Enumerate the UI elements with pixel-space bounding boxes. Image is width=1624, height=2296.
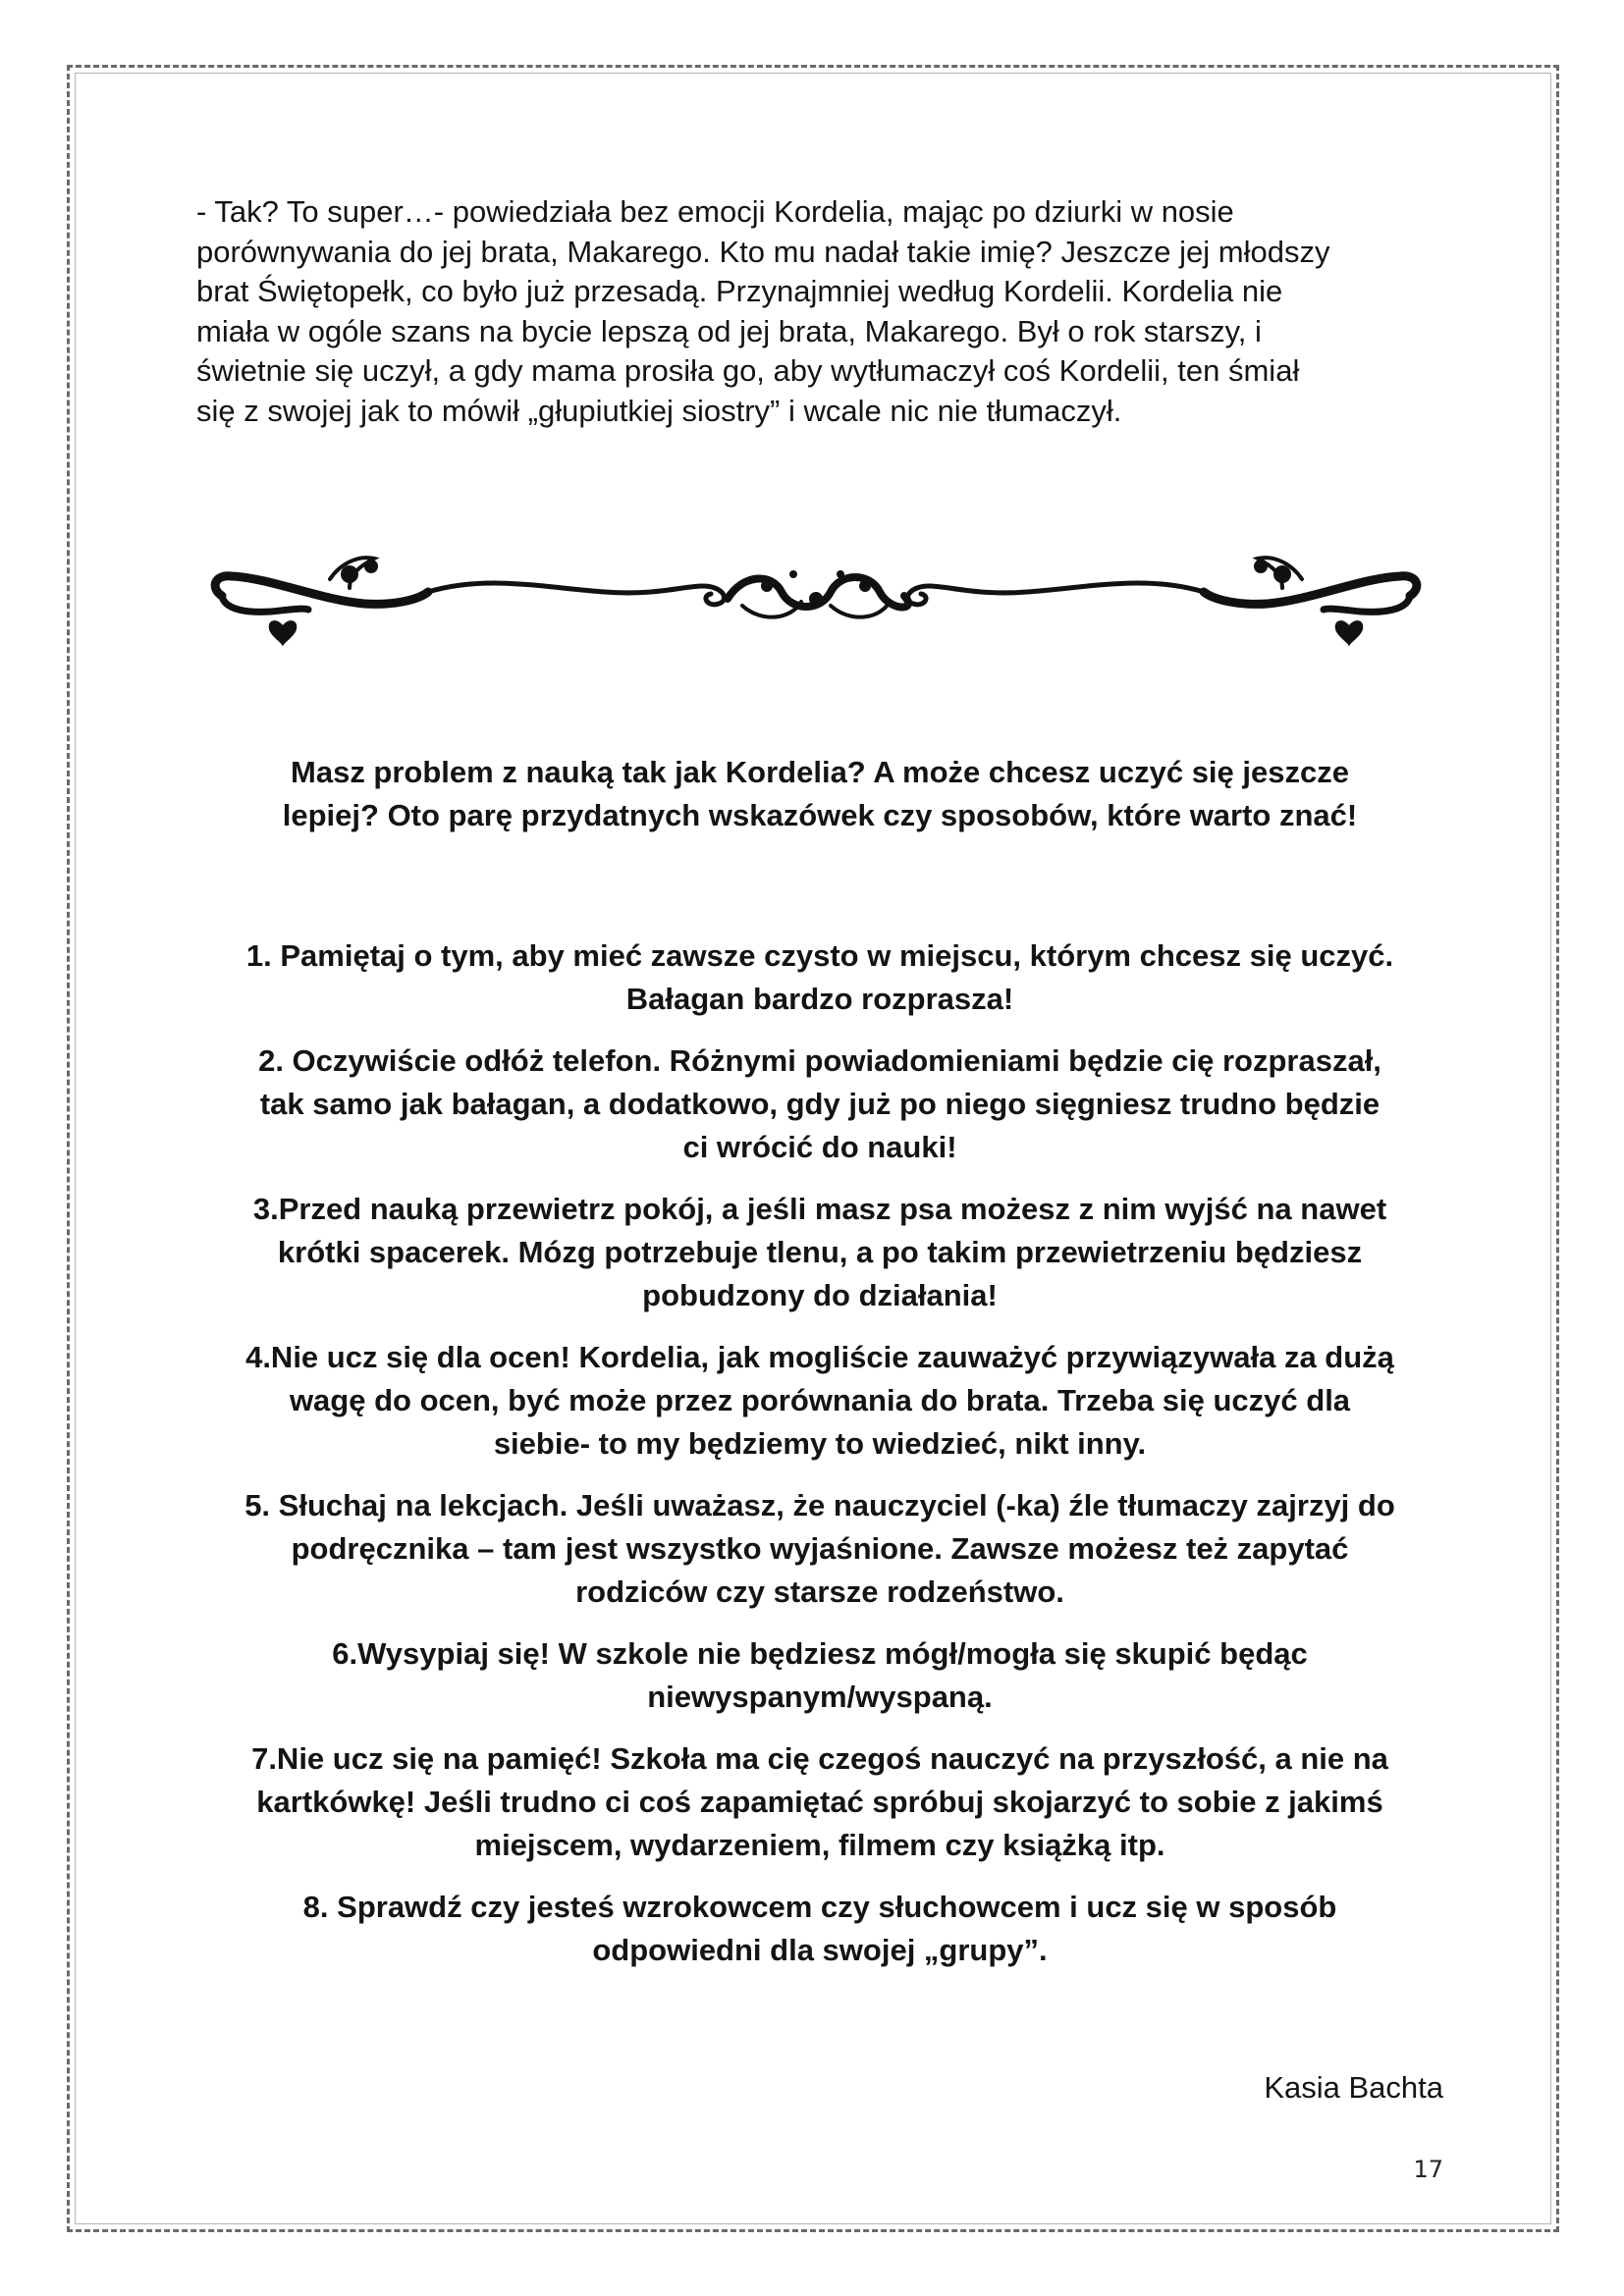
story-line: brat Świętopełk, co było już przesadą. Przynajmniej według Kordelii. Kordelia nie bbox=[196, 274, 1283, 308]
tip-line: miejscem, wydarzeniem, filmem czy książką itp. bbox=[474, 1828, 1165, 1862]
tip-line: krótki spacerek. Mózg potrzebuje tlenu, a po takim przewietrzeniu będziesz bbox=[277, 1235, 1363, 1269]
story-paragraph bbox=[196, 192, 1443, 431]
tip-line: odpowiedni dla swojej „grupy”. bbox=[592, 1933, 1048, 1967]
tip-line: pobudzony do działania! bbox=[642, 1278, 998, 1312]
tip-line: wagę do ocen, być może przez porównania do brata. Trzeba się uczyć dla bbox=[289, 1383, 1351, 1417]
story-line: świetnie się uczył, a gdy mama prosiła go, aby wytłumaczył coś Kordelii, ten śmiał bbox=[196, 353, 1300, 388]
tip-line: niewyspanym/wyspaną. bbox=[647, 1680, 993, 1714]
tips-list bbox=[187, 934, 1453, 1991]
tip-line: rodziców czy starsze rodzeństwo. bbox=[575, 1575, 1064, 1609]
tip-line: 6.Wysypiaj się! W szkole nie będziesz mógł/mogła się skupić będąc bbox=[332, 1636, 1308, 1671]
page-number: 17 bbox=[1413, 2156, 1443, 2183]
tip-line: 1. Pamiętaj o tym, aby mieć zawsze czysto w miejscu, którym chcesz się uczyć. bbox=[245, 938, 1394, 973]
tip-line: 7.Nie ucz się na pamięć! Szkoła ma cię czegoś nauczyć na przyszłość, a nie na bbox=[251, 1741, 1388, 1776]
story-line: - Tak? To super…- powiedziała bez emocji Kordelia, mając po dziurki w nosie bbox=[196, 194, 1234, 229]
tip-item bbox=[187, 1188, 1453, 1317]
tip-item bbox=[187, 1886, 1453, 1972]
intro-line: Masz problem z nauką tak jak Kordelia? A może chcesz uczyć się jeszcze bbox=[291, 755, 1349, 789]
tip-line: ci wrócić do nauki! bbox=[682, 1130, 957, 1164]
tip-item bbox=[187, 1632, 1453, 1719]
intro-heading bbox=[196, 751, 1443, 837]
tip-line: tak samo jak bałagan, a dodatkowo, gdy już po niego sięgniesz trudno będzie bbox=[259, 1087, 1380, 1121]
tip-item bbox=[187, 1040, 1453, 1169]
author-signature: Kasia Bachta bbox=[1264, 2070, 1443, 2105]
tip-item bbox=[187, 934, 1453, 1021]
tip-item bbox=[187, 1336, 1453, 1466]
tip-line: Bałagan bardzo rozprasza! bbox=[625, 982, 1014, 1016]
tip-item bbox=[187, 1484, 1453, 1614]
tip-line: 3.Przed nauką przewietrz pokój, a jeśli masz psa możesz z nim wyjść na nawet bbox=[252, 1192, 1387, 1226]
tip-line: kartkówkę! Jeśli trudno ci coś zapamiętać spróbuj skojarzyć to sobie z jakimś bbox=[256, 1785, 1383, 1819]
intro-line: lepiej? Oto parę przydatnych wskazówek czy sposobów, które warto znać! bbox=[282, 798, 1358, 832]
tip-line: podręcznika – tam jest wszystko wyjaśnione. Zawsze możesz też zapytać bbox=[291, 1531, 1349, 1566]
tip-line: 2. Oczywiście odłóż telefon. Różnymi powiadomieniami będzie cię rozpraszał, bbox=[258, 1043, 1381, 1078]
story-line: porównywania do jej brata, Makarego. Kto mu nadał takie imię? Jeszcze jej młodszy bbox=[196, 234, 1330, 269]
tip-line: 8. Sprawdź czy jesteś wzrokowcem czy słuchowcem i ucz się w sposób bbox=[302, 1890, 1337, 1924]
story-line: miała w ogóle szans na bycie lepszą od jej brata, Makarego. Był o rok starszy, i bbox=[196, 313, 1262, 348]
tip-line: siebie- to my będziemy to wiedzieć, nikt inny. bbox=[493, 1426, 1147, 1461]
tip-item bbox=[187, 1737, 1453, 1867]
tip-line: 4.Nie ucz się dla ocen! Kordelia, jak mogliście zauważyć przywiązywała za dużą bbox=[245, 1340, 1394, 1374]
flourish-divider-icon bbox=[192, 545, 1439, 653]
tip-line: 5. Słuchaj na lekcjach. Jeśli uważasz, że nauczyciel (-ka) źle tłumaczy zajrzyj do bbox=[244, 1488, 1395, 1522]
story-line: się z swojej jak to mówił „głupiutkiej siostry” i wcale nic nie tłumaczył. bbox=[196, 393, 1122, 428]
